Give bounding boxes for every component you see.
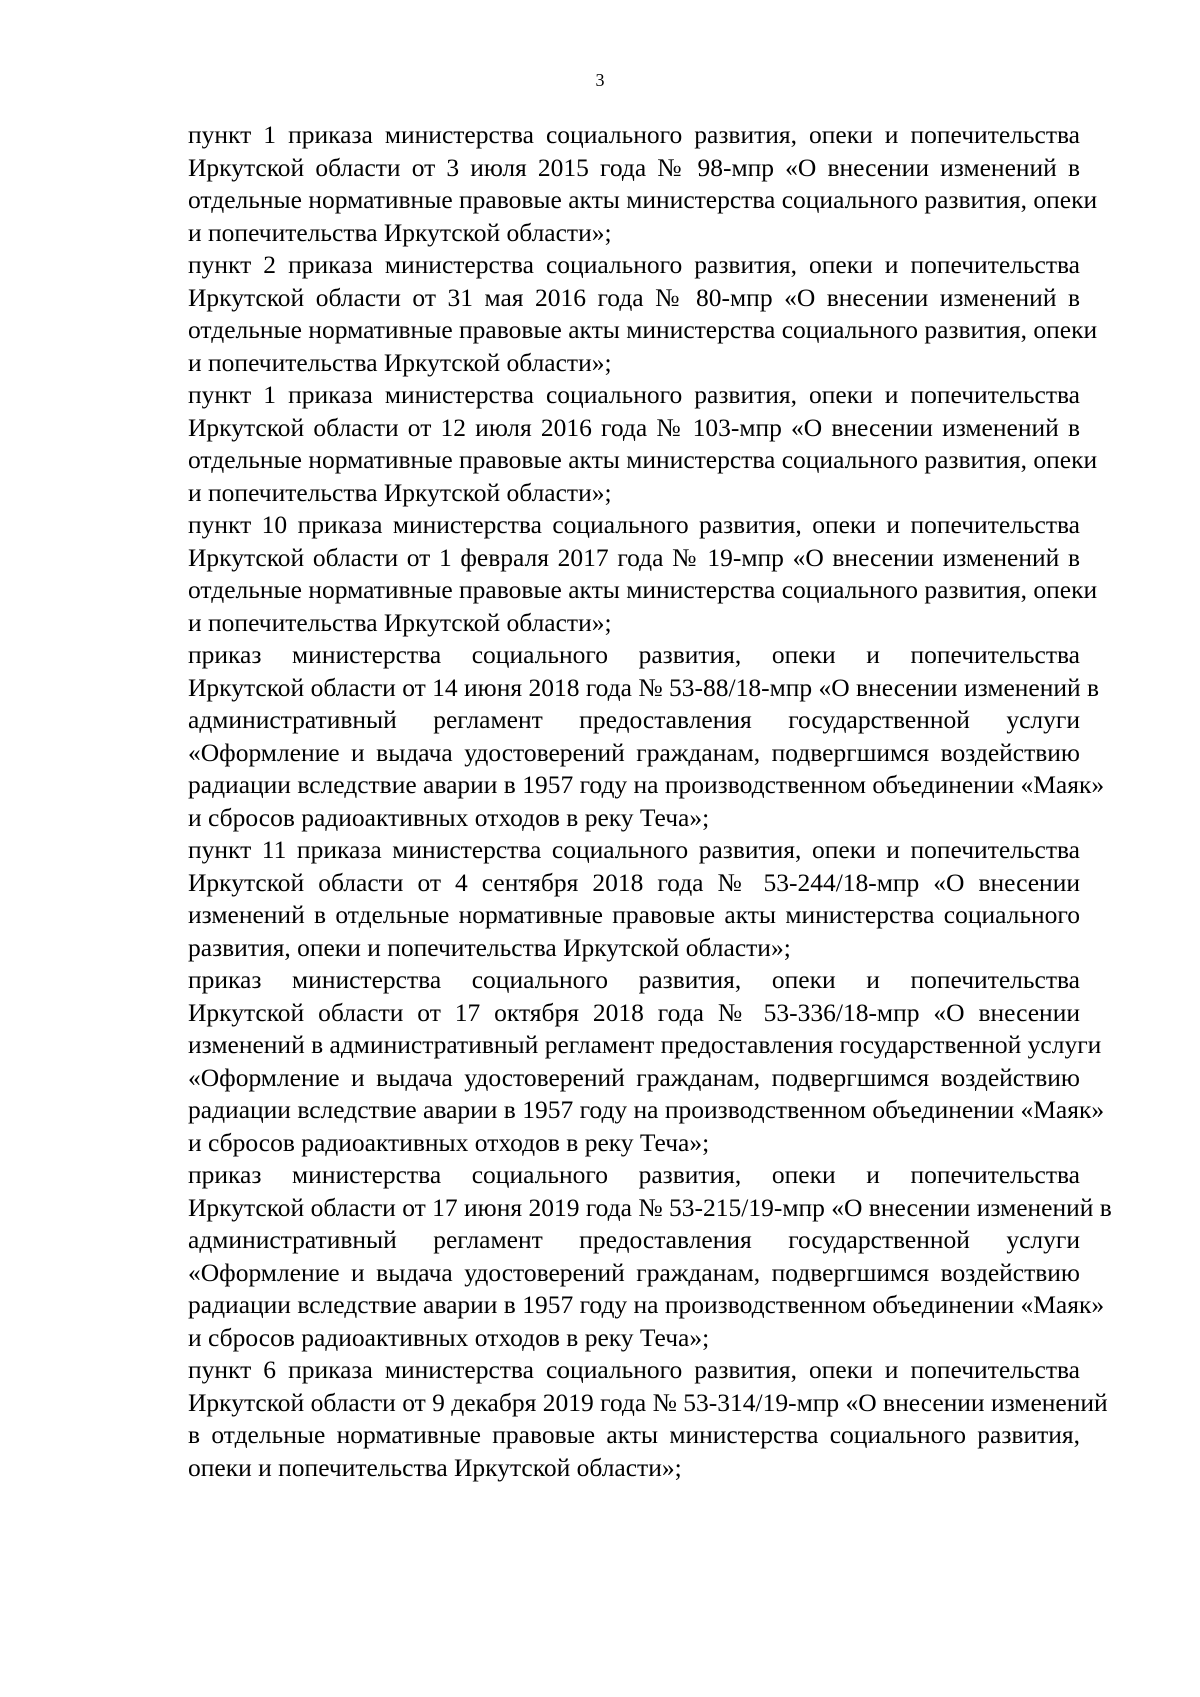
text-line: и попечительства Иркутской области»; <box>188 477 612 507</box>
text-line: «Оформление и выдача удостоверений гражданам, подвергшимся воздействию <box>188 737 1080 767</box>
text-line: отдельные нормативные правовые акты министерства социального развития, опеки <box>188 315 1098 344</box>
list-paragraph <box>118 639 1105 834</box>
list-paragraph <box>118 249 1098 379</box>
text-line: отдельные нормативные правовые акты министерства социального развития, опеки <box>188 445 1098 474</box>
text-line: опеки и попечительства Иркутской области»; <box>188 1452 682 1482</box>
text-line: радиации вследствие аварии в 1957 году на производственном объединении «Маяк» <box>188 770 1105 799</box>
text-line: и сбросов радиоактивных отходов в реку Теча»; <box>188 802 710 832</box>
text-line: радиации вследствие аварии в 1957 году на производственном объединении «Маяк» <box>188 1290 1105 1319</box>
text-line: Иркутской области от 12 июля 2016 года № 103-мпр «О внесении изменений в <box>188 412 1080 442</box>
text-line: отдельные нормативные правовые акты министерства социального развития, опеки <box>188 185 1098 214</box>
text-line: пункт 2 приказа министерства социального развития, опеки и попечительства <box>188 250 1080 279</box>
text-line: и сбросов радиоактивных отходов в реку Теча»; <box>188 1322 710 1352</box>
text-line: Иркутской области от 14 июня 2018 года № 53-88/18-мпр «О внесении изменений в <box>188 672 1100 702</box>
text-line: пункт 1 приказа министерства социального развития, опеки и попечительства <box>188 380 1080 409</box>
text-line: Иркутской области от 4 сентября 2018 года № 53-244/18-мпр «О внесении <box>188 867 1080 897</box>
text-line: и попечительства Иркутской области»; <box>188 607 612 637</box>
list-paragraph <box>118 834 1080 964</box>
text-line: «Оформление и выдача удостоверений гражданам, подвергшимся воздействию <box>188 1062 1080 1092</box>
text-line: пункт 11 приказа министерства социального развития, опеки и попечительства <box>188 835 1080 864</box>
text-line: приказ министерства социального развития, опеки и попечительства <box>188 640 1080 669</box>
text-line: и сбросов радиоактивных отходов в реку Теча»; <box>188 1127 710 1157</box>
text-line: изменений в отдельные нормативные правовые акты министерства социального <box>188 900 1080 929</box>
text-line: Иркутской области от 9 декабря 2019 года № 53-314/19-мпр «О внесении изменений <box>188 1387 1108 1417</box>
text-line: приказ министерства социального развития, опеки и попечительства <box>188 1160 1080 1189</box>
text-line: радиации вследствие аварии в 1957 году на производственном объединении «Маяк» <box>188 1095 1105 1124</box>
list-paragraph <box>118 1159 1112 1354</box>
text-line: Иркутской области от 3 июля 2015 года № 98-мпр «О внесении изменений в <box>188 152 1080 182</box>
list-paragraph <box>118 964 1105 1159</box>
text-line: Иркутской области от 1 февраля 2017 года № 19-мпр «О внесении изменений в <box>188 542 1080 572</box>
text-line: и попечительства Иркутской области»; <box>188 217 612 247</box>
text-line: Иркутской области от 17 июня 2019 года № 53-215/19-мпр «О внесении изменений в <box>188 1192 1112 1222</box>
text-line: административный регламент предоставления государственной услуги <box>188 1225 1080 1254</box>
text-line: Иркутской области от 17 октября 2018 года № 53-336/18-мпр «О внесении <box>188 997 1080 1027</box>
list-paragraph <box>118 119 1098 249</box>
text-line: развития, опеки и попечительства Иркутской области»; <box>188 932 791 962</box>
page-number: 3 <box>595 70 605 90</box>
text-line: пункт 1 приказа министерства социального развития, опеки и попечительства <box>188 120 1080 149</box>
text-line: приказ министерства социального развития, опеки и попечительства <box>188 965 1080 994</box>
list-paragraph <box>118 379 1098 509</box>
list-paragraph <box>118 1354 1108 1484</box>
text-line: пункт 6 приказа министерства социального развития, опеки и попечительства <box>188 1355 1080 1384</box>
text-line: и попечительства Иркутской области»; <box>188 347 612 377</box>
text-line: Иркутской области от 31 мая 2016 года № 80-мпр «О внесении изменений в <box>188 282 1080 312</box>
list-paragraph <box>118 509 1098 639</box>
text-line: отдельные нормативные правовые акты министерства социального развития, опеки <box>188 575 1098 604</box>
text-line: административный регламент предоставления государственной услуги <box>188 705 1080 734</box>
text-line: изменений в административный регламент предоставления государственной услуги <box>188 1030 1102 1059</box>
text-line: пункт 10 приказа министерства социального развития, опеки и попечительства <box>188 510 1080 539</box>
text-line: «Оформление и выдача удостоверений гражданам, подвергшимся воздействию <box>188 1257 1080 1287</box>
document-body <box>118 119 1112 1484</box>
text-line: в отдельные нормативные правовые акты министерства социального развития, <box>188 1420 1080 1449</box>
